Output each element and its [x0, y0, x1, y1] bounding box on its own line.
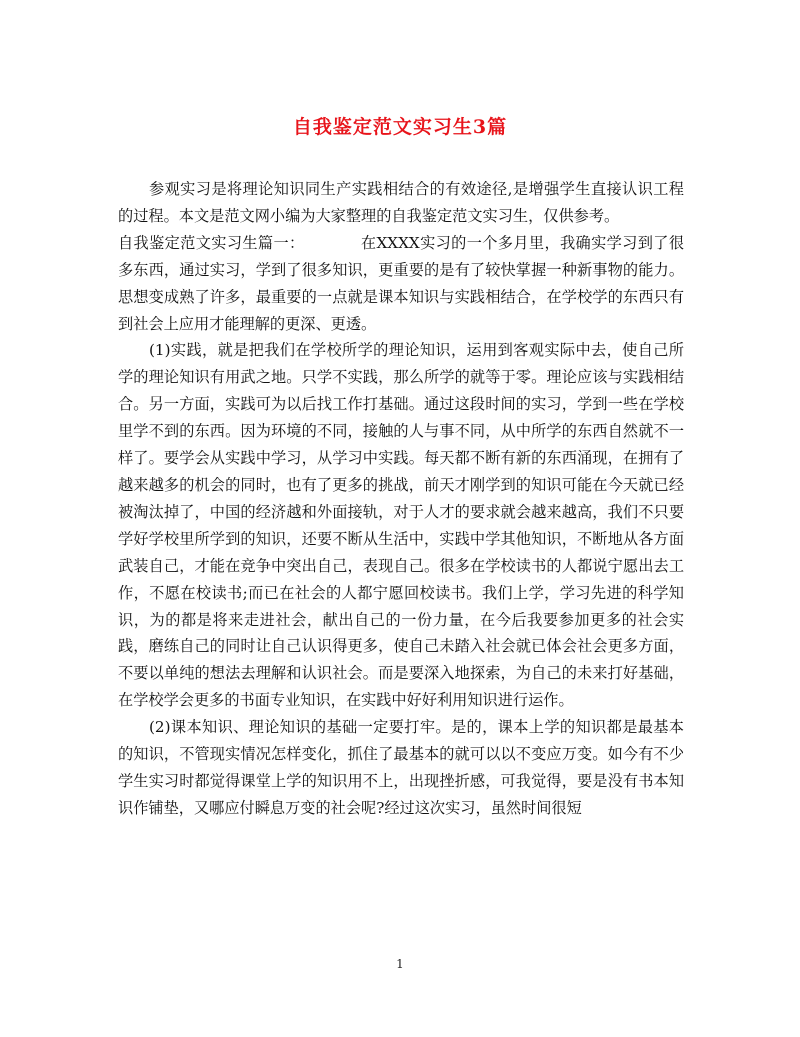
document-title: 自我鉴定范文实习生3篇: [292, 116, 508, 138]
point-2-paragraph: (2)课本知识、理论知识的基础一定要打牢。是的，课本上学的知识都是最基本的知识，不管现实情况怎样变化，抓住了最基本的就可以以不变应万变。如今有不少学生实习时都觉得课堂上学的知识用不上，出现挫折感，可我觉得，要是没有书本知识作铺垫，又哪应付瞬息万变的社会呢?经过这次实习，虽然时间很短: [118, 718, 684, 817]
section-1-paragraph: [118, 230, 684, 338]
document-body: [118, 176, 684, 822]
section-1-heading: 自我鉴定范文实习生篇一：: [118, 233, 305, 252]
intro-paragraph: 参观实习是将理论知识同生产实践相结合的有效途径,是增强学生直接认识工程的过程。本文是范文网小编为大家整理的自我鉴定范文实习生，仅供参考。: [118, 180, 684, 225]
page-number: 1: [396, 957, 404, 971]
section-1-body: 在XXXX实习的一个多月里，我确实学习到了很多东西，通过实习，学到了很多知识，更重要的是有了较快掌握一种新事物的能力。思想变成熟了许多，最重要的一点就是课本知识与实践相结合，在学校学的东西只有到社会上应用才能理解的更深、更透。: [118, 233, 685, 333]
point-1-paragraph: (1)实践，就是把我们在学校所学的理论知识，运用到客观实际中去，使自己所学的理论知识有用武之地。只学不实践，那么所学的就等于零。理论应该与实践相结合。另一方面，实践可为以后找工作打基础。通过这段时间的实习，学到一些在学校里学不到的东西。因为环境的不同，接触的人与事不同，从中所学的东西自然就不一样了。要学会从实践中学习，从学习中实践。每天都不断有新的东西涌现，在拥有了越来越多的机会的同时，也有了更多的挑战，前天才刚学到的知识可能在今天就已经被淘汰掉了，中国的经济越和外面接轨，对于人才的要求就会越来越高，我们不只要学好学校里所学到的知识，还要不断从生活中，实践中学其他知识，不断地从各方面武装自己，才能在竞争中突出自己，表现自己。很多在学校读书的人都说宁愿出去工作，不愿在校读书;而已在社会的人都宁愿回校读书。我们上学，学习先进的科学知识，为的都是将来走进社会，献出自己的一份力量，在今后我要参加更多的社会实践，磨练自己的同时让自己认识得更多，使自己未踏入社会就已体会社会更多方面，不要以单纯的想法去理解和认识社会。而是要深入地探索，为自己的未来打好基础，在学校学会更多的书面专业知识，在实践中好好利用知识进行运作。: [118, 341, 684, 710]
